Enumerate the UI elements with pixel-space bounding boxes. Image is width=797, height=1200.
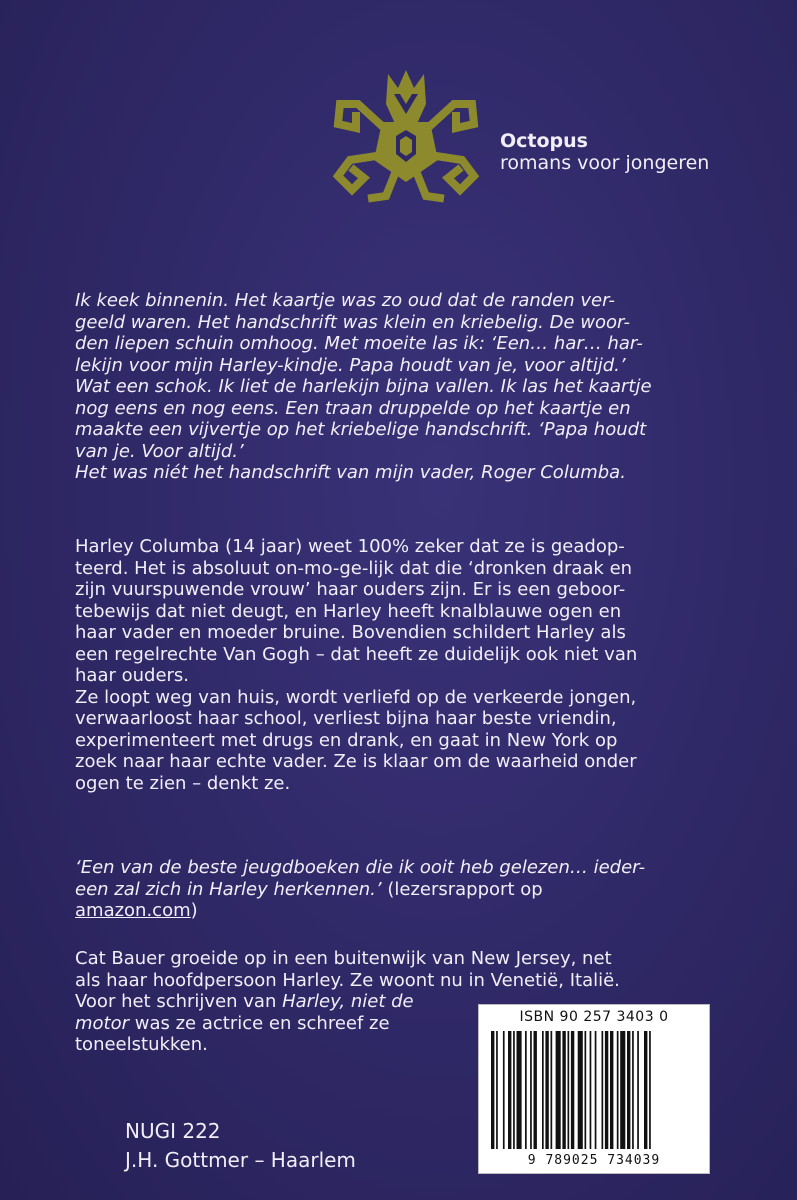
barcode-bar xyxy=(610,1031,613,1149)
bio-text: was ze actrice en schreef ze xyxy=(129,1012,390,1034)
bio-line: als haar hoofdpersoon Harley. Ze woont nu in Venetië, Italië. xyxy=(75,969,620,991)
excerpt-line: Het was niét het handschrift van mijn vader, Roger Columba. xyxy=(75,462,626,483)
barcode-bar xyxy=(595,1031,597,1149)
blurb-line: verwaarloost haar school, verliest bijna haar beste vriendin, xyxy=(75,708,617,729)
barcode-bar xyxy=(551,1031,553,1149)
excerpt-line: geeld waren. Het handschrift was klein en kriebelig. De woor- xyxy=(75,311,630,333)
barcode-bar xyxy=(649,1031,651,1149)
barcode-bar xyxy=(508,1031,511,1149)
ean-number: 9 789025 734039 xyxy=(527,1153,661,1168)
excerpt-line: maakte een vijvertje op het kriebelige handschrift. ‘Papa houdt xyxy=(75,419,647,440)
barcode-bar xyxy=(585,1031,587,1149)
barcode-bar xyxy=(530,1031,532,1149)
bio-title: Harley, niet de xyxy=(282,991,414,1012)
barcode-bars xyxy=(491,1031,697,1149)
barcode-bar xyxy=(617,1031,619,1149)
bio-title-end: motor xyxy=(75,1012,130,1034)
imprint-subtitle: romans voor jongeren xyxy=(500,152,710,174)
barcode-bar xyxy=(578,1031,583,1149)
barcode-bar xyxy=(562,1031,565,1149)
barcode-bar xyxy=(545,1031,548,1149)
blurb-line: Harley Columba (14 jaar) weet 100% zeker dat ze is geadop- xyxy=(75,536,625,557)
barcode-bar xyxy=(632,1031,634,1149)
barcode-bar xyxy=(627,1031,630,1149)
review-quote xyxy=(75,857,745,922)
isbn-label: ISBN 90 257 3403 0 xyxy=(519,1009,669,1025)
excerpt-line: Ik keek binnenin. Het kaartje was zo oud dat de randen ver- xyxy=(75,290,616,311)
publisher-name: J.H. Gottmer – Haarlem xyxy=(125,1148,356,1172)
bio-text: Voor het schrijven van xyxy=(75,991,283,1012)
book-excerpt xyxy=(75,290,745,484)
imprint-name: Octopus xyxy=(500,130,588,152)
amazon-link[interactable]: amazon.com xyxy=(75,900,191,921)
review-quote-end: een zal zich in Harley herkennen.’ xyxy=(75,878,382,900)
barcode-bar xyxy=(496,1031,498,1149)
blurb-line: ogen te zien – denkt ze. xyxy=(75,772,291,794)
review-close: ) xyxy=(190,900,198,921)
imprint-label xyxy=(500,130,709,175)
barcode-bar xyxy=(620,1031,625,1149)
barcode-bar xyxy=(568,1031,570,1149)
barcode-bar xyxy=(637,1031,639,1149)
review-source: (lezersrapport op xyxy=(381,878,543,900)
blurb-line: tebewijs dat niet deugt, en Harley heeft knalblauwe ogen en xyxy=(75,600,622,622)
barcode-bar xyxy=(590,1031,592,1149)
barcode-bar xyxy=(556,1031,561,1149)
barcode-bar xyxy=(503,1031,505,1149)
barcode-bar xyxy=(571,1031,574,1149)
nugi-code: NUGI 222 xyxy=(125,1119,221,1143)
book-blurb xyxy=(75,536,745,794)
blurb-line: zoek naar haar echte vader. Ze is klaar om de waarheid onder xyxy=(75,751,637,772)
octopus-logo-icon xyxy=(330,64,482,204)
review-line: ‘Een van de beste jeugdboeken die ik ooit heb gelezen… ieder- xyxy=(75,857,646,878)
excerpt-line: van je. Voor altijd.’ xyxy=(75,440,244,462)
isbn-barcode xyxy=(478,1004,710,1174)
blurb-line: haar vader en moeder bruine. Bovendien schildert Harley als xyxy=(75,622,626,643)
excerpt-line: nog eens en nog eens. Een traan druppelde op het kaartje en xyxy=(75,397,631,419)
blurb-line: zijn vuurspuwende vrouw’ haar ouders zijn. Er is een geboor- xyxy=(75,579,626,600)
barcode-bar xyxy=(542,1031,544,1149)
barcode-bar xyxy=(517,1031,522,1149)
blurb-line: experimenteert met drugs en drank, en gaat in New York op xyxy=(75,729,618,751)
blurb-line: haar ouders. xyxy=(75,665,190,686)
review-line xyxy=(75,879,745,901)
barcode-bar xyxy=(602,1031,604,1149)
blurb-line: Ze loopt weg van huis, wordt verliefd op de verkeerde jongen, xyxy=(75,686,637,708)
barcode-bar xyxy=(605,1031,608,1149)
blurb-line: een regelrechte Van Gogh – dat heeft ze duidelijk ook niet van xyxy=(75,643,638,665)
barcode-bar xyxy=(491,1031,494,1149)
review-line xyxy=(75,900,745,922)
publisher-footer xyxy=(125,1117,356,1175)
excerpt-line: lekijn voor mijn Harley-kindje. Papa houdt van je, voor altijd.’ xyxy=(75,354,626,376)
bio-line: Cat Bauer groeide op in een buitenwijk van New Jersey, net xyxy=(75,948,612,969)
excerpt-line: Wat een schok. Ik liet de harlekijn bijna vallen. Ik las het kaartje xyxy=(75,376,652,397)
barcode-bar xyxy=(534,1031,537,1149)
blurb-line: teerd. Het is absoluut on-mo-ge-lijk dat die ‘dronken draak en xyxy=(75,557,633,579)
barcode-bar xyxy=(513,1031,515,1149)
barcode-bar xyxy=(525,1031,527,1149)
excerpt-line: den liepen schuin omhoog. Met moeite las ik: ‘Een… har… har- xyxy=(75,333,643,354)
bio-line: toneelstukken. xyxy=(75,1034,208,1055)
barcode-bar xyxy=(644,1031,647,1149)
